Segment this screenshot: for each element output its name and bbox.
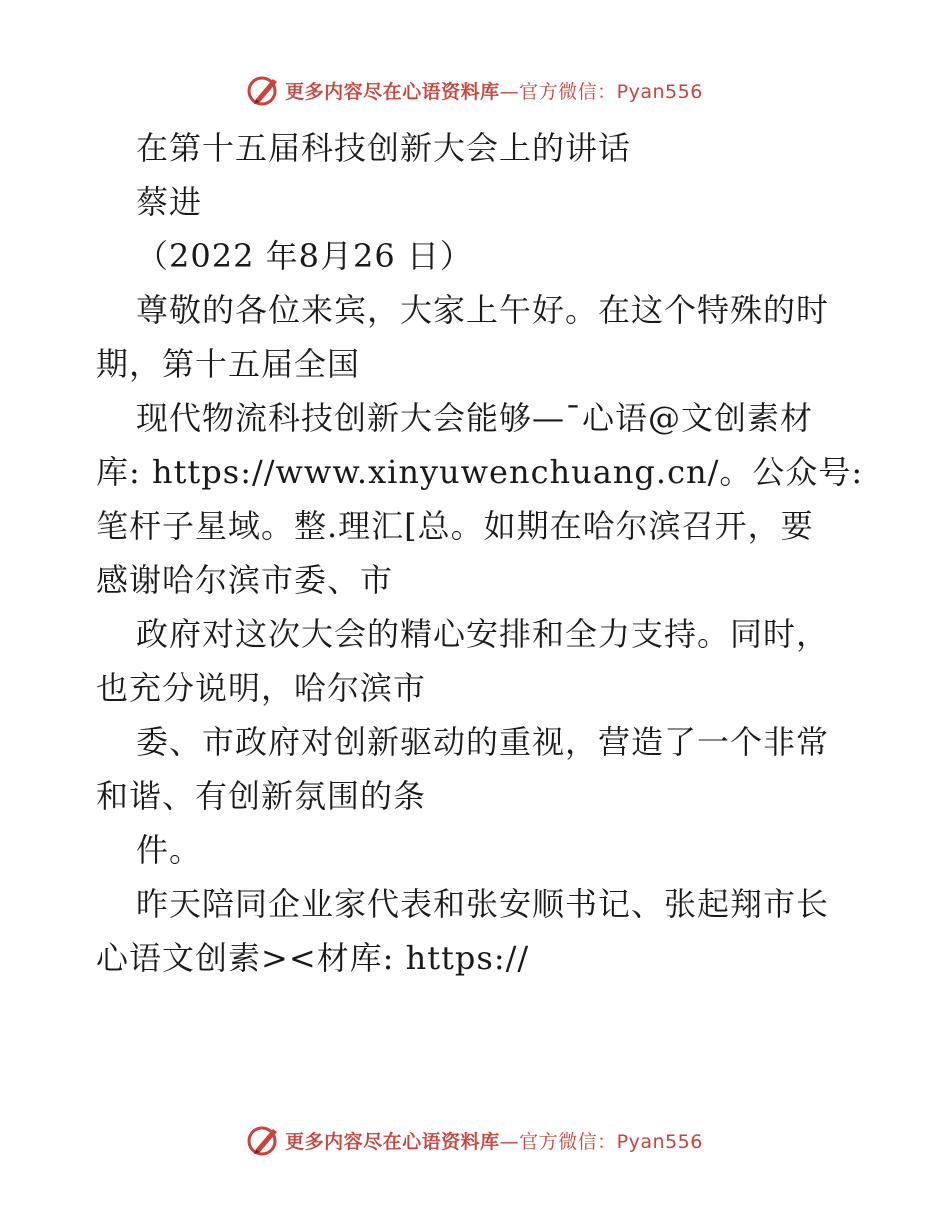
paragraph-line: 昨天陪同企业家代表和张安顺书记、张起翔市长 xyxy=(136,885,830,923)
paragraph-line: 和谐、有创新氛围的条 xyxy=(96,777,427,815)
paragraph-line: 心语文创素><材库: https:// xyxy=(96,939,530,977)
paragraph-line: 库: https://www.xinyuwenchuang.cn/。公众号: xyxy=(96,453,864,491)
paragraph-line: 笔杆子星域。整.理汇[总。如期在哈尔滨召开，要 xyxy=(96,507,814,545)
paragraph-line: 尊敬的各位来宾，大家上午好。在这个特殊的时 xyxy=(136,291,830,329)
paragraph-line: 现代物流科技创新大会能够—¯心语@文创素材 xyxy=(136,399,814,437)
paragraph-line: 蔡进 xyxy=(136,183,203,221)
paragraph-line: 期，第十五届全国 xyxy=(96,345,361,383)
paragraph-line: 也充分说明，哈尔滨市 xyxy=(96,669,427,707)
banner-text: 更多内容尽在心语资料库—官方微信：Pyan556 xyxy=(285,1130,703,1153)
paragraph-line: 委、市政府对创新驱动的重视，营造了一个非常 xyxy=(136,723,830,761)
footer-watermark-banner xyxy=(0,1120,950,1160)
paragraph-line: 感谢哈尔滨市委、市 xyxy=(96,561,394,599)
paragraph-line: 在第十五届科技创新大会上的讲话 xyxy=(136,129,632,167)
paragraph-line: （2022 年8月26 日） xyxy=(136,237,473,275)
paragraph-line: 政府对这次大会的精心安排和全力支持。同时， xyxy=(136,615,830,653)
pen-logo-icon xyxy=(247,1123,281,1157)
document-body xyxy=(96,121,864,985)
pen-logo-icon xyxy=(247,73,281,107)
banner-text: 更多内容尽在心语资料库—官方微信：Pyan556 xyxy=(285,80,703,103)
paragraph-line: 件。 xyxy=(136,831,203,869)
header-watermark-banner xyxy=(0,70,950,110)
